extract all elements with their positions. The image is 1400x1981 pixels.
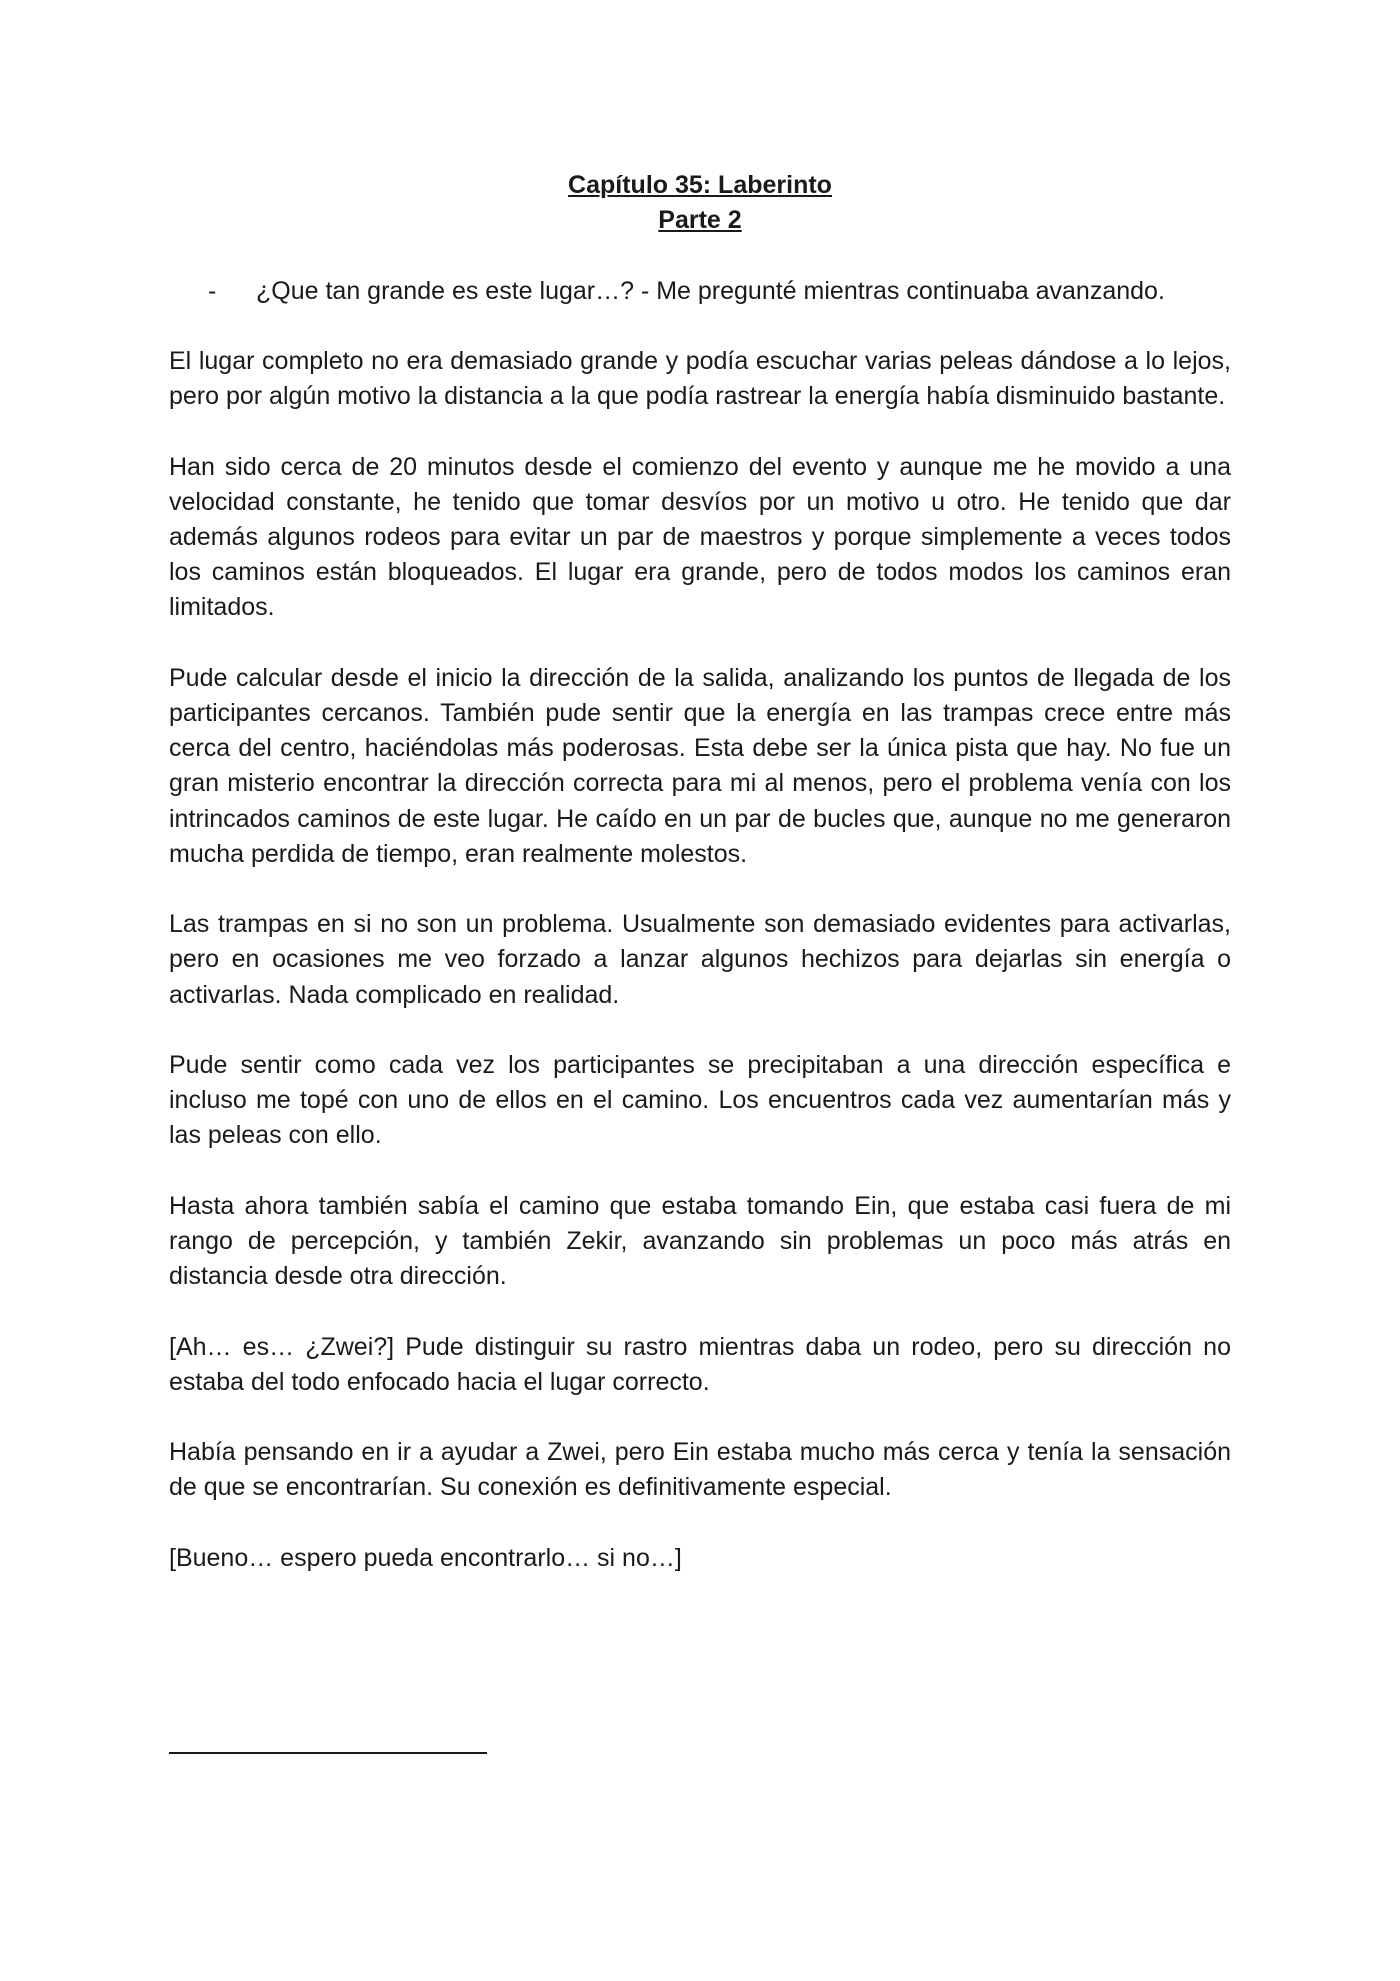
paragraph: El lugar completo no era demasiado grande y podía escuchar varias peleas dándose a lo lejos, pero por algún motivo la distancia a la que podía rastrear la energía había disminuido bastante. [169,347,1231,411]
footnote-separator [169,1752,487,1754]
paragraph: Las trampas en si no son un problema. Usualmente son demasiado evidentes para activarlas, pero en ocasiones me veo forzado a lanzar algunos hechizos para dejarlas sin energía o activarlas. Nada complicado en realidad. [169,910,1231,1009]
paragraph: Pude sentir como cada vez los participantes se precipitaban a una dirección específica e incluso me topé con uno de ellos en el camino. Los encuentros cada vez aumentarían más y las peleas con ello. [169,1051,1231,1150]
dialog-dash: - [208,277,217,305]
paragraph: [Ah… es… ¿Zwei?] Pude distinguir su rastro mientras daba un rodeo, pero su dirección no estaba del todo enfocado hacia el lugar correcto. [169,1332,1231,1396]
paragraph: Pude calcular desde el inicio la dirección de la salida, analizando los puntos de llegada de los participantes cercanos. También pude sentir que la energía en las trampas crece entre más cerca del centro, haciéndolas más poderosas. Esta debe ser la única pista que hay. No fue un gran misterio encontrar la dirección correcta para mi al menos, pero el problema venía con los intrincados caminos de este lugar. He caído en un par de bucles que, aunque no me generaron mucha perdida de tiempo, eran realmente molestos. [169,663,1231,868]
paragraph: Han sido cerca de 20 minutos desde el comienzo del evento y aunque me he movido a una velocidad constante, he tenido que tomar desvíos por un motivo u otro. He tenido que dar además algunos rodeos para evitar un par de maestros y porque simplemente a veces todos los caminos están bloqueados. El lugar era grande, pero de todos modos los caminos eran limitados. [169,452,1231,622]
paragraph: Había pensando en ir a ayudar a Zwei, pero Ein estaba mucho más cerca y tenía la sensación de que se encontrarían. Su conexión es definitivamente especial. [169,1438,1231,1502]
chapter-title: Capítulo 35: Laberinto [568,171,832,199]
chapter-subtitle: Parte 2 [658,206,742,234]
paragraph: Hasta ahora también sabía el camino que estaba tomando Ein, que estaba casi fuera de mi rango de percepción, y también Zekir, avanzando sin problemas un poco más atrás en distancia desde otra dirección. [169,1191,1231,1291]
paragraph: [Bueno… espero pueda encontrarlo… si no…] [169,1543,682,1572]
dialog-text: ¿Que tan grande es este lugar…? - Me pregunté mientras continuaba avanzando. [256,277,1165,305]
body-text [169,344,1231,1611]
